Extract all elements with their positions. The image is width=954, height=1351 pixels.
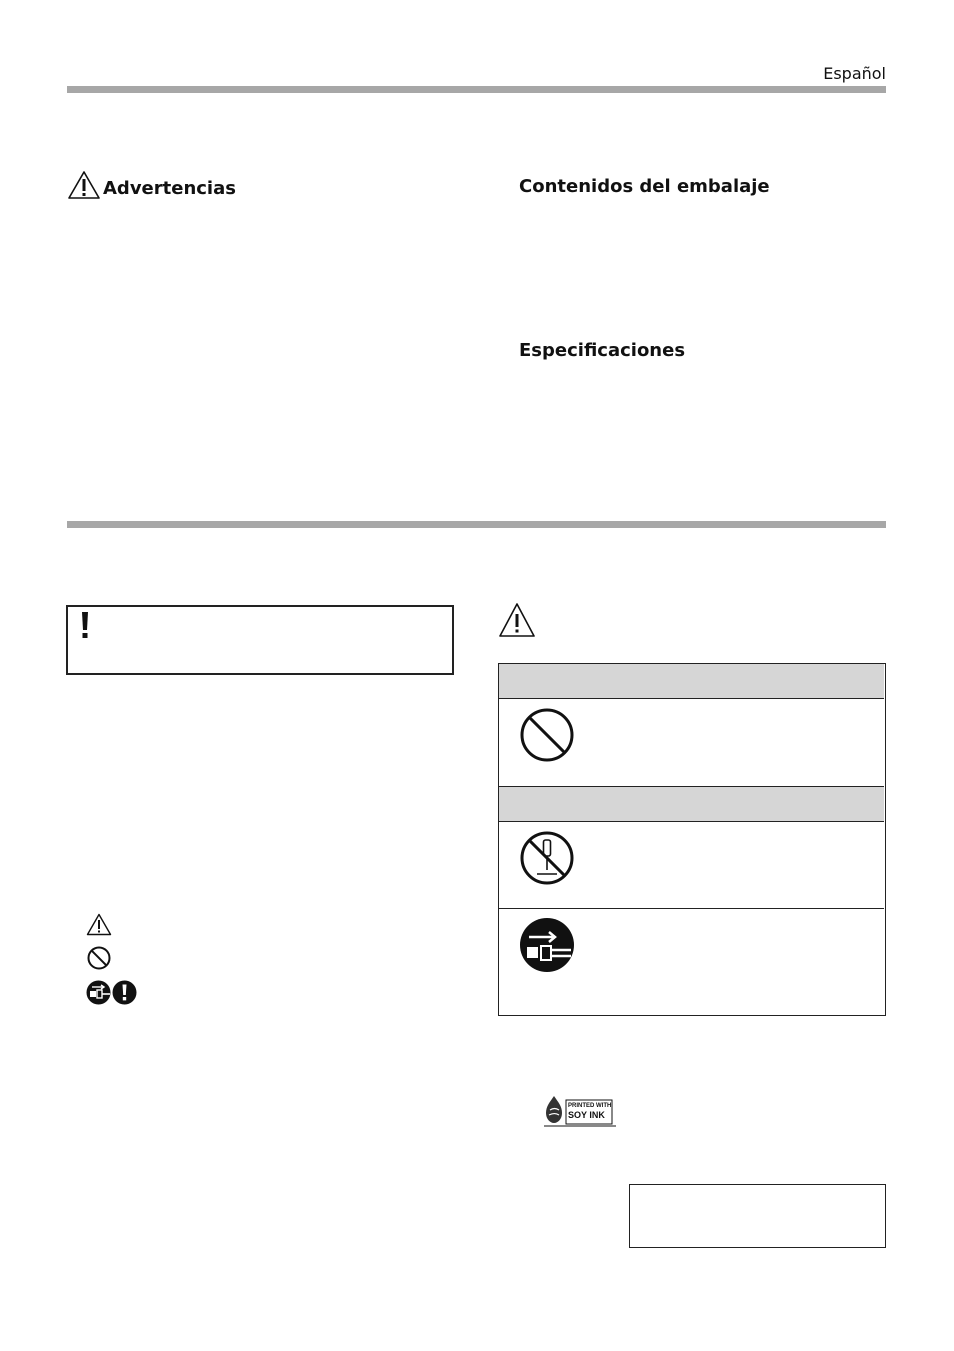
info-box <box>629 1184 886 1248</box>
specifications-heading: Especificaciones <box>519 340 686 361</box>
unplug-icon <box>519 917 575 973</box>
warning-triangle-icon <box>498 602 536 638</box>
soy-ink-logo-line1: PRINTED WITH <box>568 1103 612 1109</box>
mandatory-icon <box>112 980 137 1005</box>
language-label: Español <box>823 64 886 83</box>
exclamation-icon <box>79 611 91 641</box>
unplug-icon <box>86 980 111 1005</box>
prohibition-icon <box>87 946 111 970</box>
package-contents-heading: Contenidos del embalaje <box>519 176 770 197</box>
middle-divider <box>67 521 886 528</box>
soy-ink-logo <box>544 1094 616 1132</box>
warnings-heading: Advertencias <box>103 178 236 199</box>
table-section-row <box>499 786 884 822</box>
do-not-disassemble-icon <box>519 830 575 886</box>
top-divider <box>67 86 886 93</box>
warning-triangle-icon <box>86 913 112 936</box>
safety-table <box>498 663 886 1016</box>
caution-note-box <box>66 605 454 675</box>
soy-ink-logo-line2: SOY INK <box>568 1110 605 1120</box>
table-header-row <box>499 664 884 699</box>
table-row-divider <box>499 908 884 909</box>
prohibition-icon <box>519 707 575 763</box>
warning-triangle-icon <box>67 170 101 200</box>
